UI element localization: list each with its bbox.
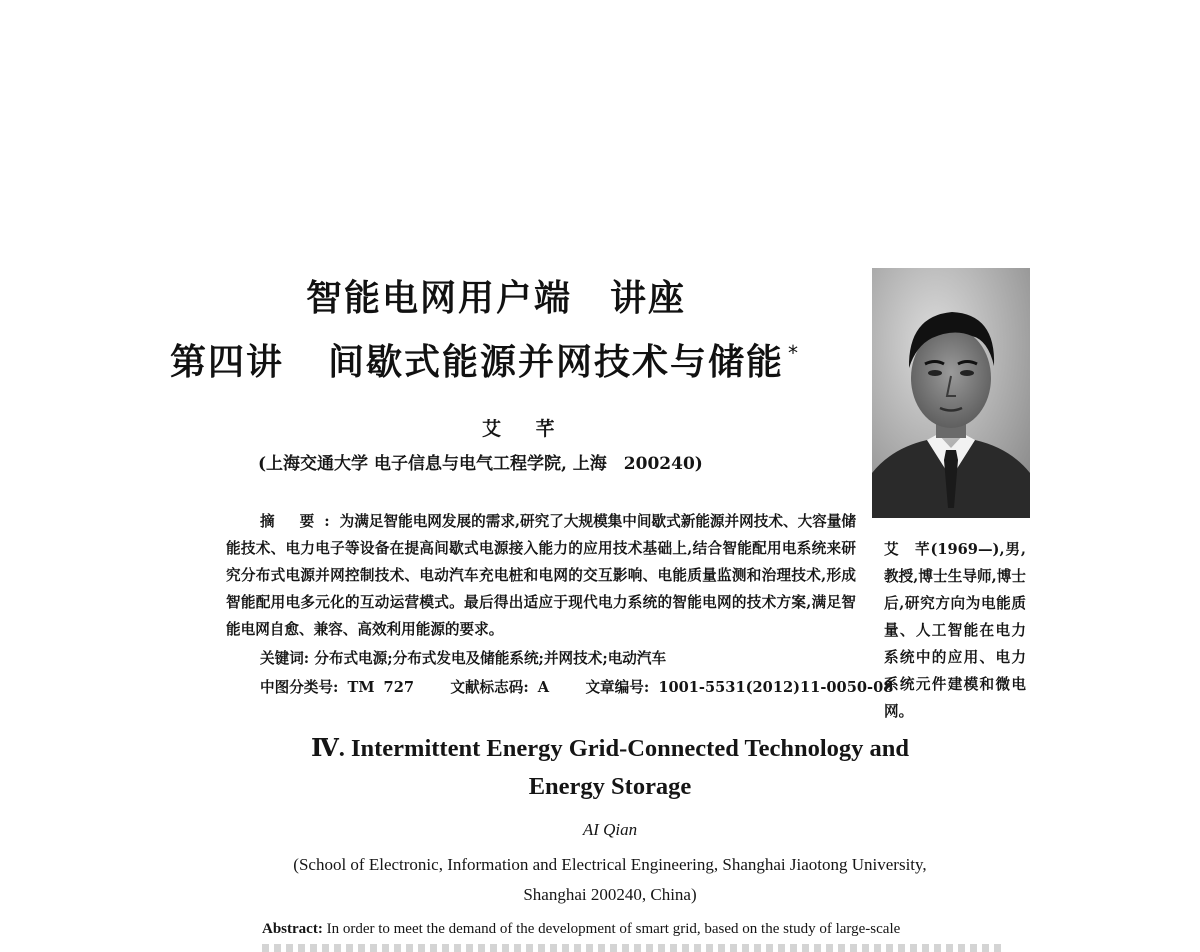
abstract-cn-label: 摘 要: <box>260 513 340 530</box>
clc-label: 中图分类号: <box>260 679 339 696</box>
english-title-line-1: Ⅳ. Intermittent Energy Grid-Connected Technology and <box>310 735 910 762</box>
affiliation-cn: (上海交通大学 电子信息与电气工程学院, 上海 200240) <box>258 454 703 474</box>
title-line-2-part-1: 第四讲 <box>170 342 285 383</box>
title-line-2-part-2: 间歇式能源并网技术与储能 <box>328 342 785 383</box>
doc-code-value: A <box>537 679 550 696</box>
affiliation-en <box>0 850 1200 910</box>
classification-cn <box>260 676 893 697</box>
abstract-cn-text: 为满足智能电网发展的需求,研究了大规模集中间歇式新能源并网技术、大容量储能技术、电力电子等设备在提高间歇式电源接入能力的应用技术基础上,结合智能配用电系统来研究分布式电源并网控制技术、电动汽车充电桩和电网的交互影响、电能质量监测和治理技术,形成智能配用电多元化的互动运营模式。最后得出适应于现代电力系统的智能电网的技术方案,满足智能电网自愈、兼容、高效利用能源的要求。 <box>226 513 856 638</box>
title-line-1-part-1: 智能电网用户端 <box>306 278 573 319</box>
english-title <box>0 730 1200 806</box>
author-photo <box>872 268 1030 518</box>
abstract-en-cut-off-line <box>262 944 1002 952</box>
title-footnote-marker: * <box>788 341 801 365</box>
abstract-en-label: Abstract: <box>262 921 323 937</box>
article-no-label: 文章编号: <box>585 679 650 696</box>
doc-code-label: 文献标志码: <box>450 679 529 696</box>
affiliation-en-line-2: Shanghai 200240, China) <box>523 885 697 904</box>
title-line-1-part-2: 讲座 <box>610 278 687 319</box>
title-line-1 <box>306 270 686 321</box>
author-en: AI Qian <box>582 820 638 839</box>
author-bio: 艾 芊(1969—),男,教授,博士生导师,博士后,研究方向为电能质量、人工智能在电力系统中的应用、电力系统元件建模和微电网。 <box>884 541 1026 720</box>
abstract-en-text: In order to meet the demand of the development of smart grid, based on the study of large-scale <box>326 921 901 937</box>
abstract-en <box>262 921 1002 938</box>
keywords-cn <box>260 647 666 668</box>
abstract-cn <box>226 508 856 643</box>
english-title-line-2: Energy Storage <box>528 773 692 800</box>
author-portrait-image <box>872 268 1030 518</box>
author-cn: 艾 芊 <box>482 418 569 440</box>
clc-value: TM 727 <box>347 679 415 696</box>
keywords-cn-label: 关键词: <box>260 650 310 667</box>
title-line-2 <box>170 334 800 385</box>
affiliation-en-line-1: (School of Electronic, Information and Electrical Engineering, Shanghai Jiaotong University, <box>293 855 927 874</box>
keywords-cn-text: 分布式电源;分布式发电及储能系统;并网技术;电动汽车 <box>314 650 667 667</box>
article-no-value: 1001-5531(2012)11-0050-08 <box>658 679 894 696</box>
